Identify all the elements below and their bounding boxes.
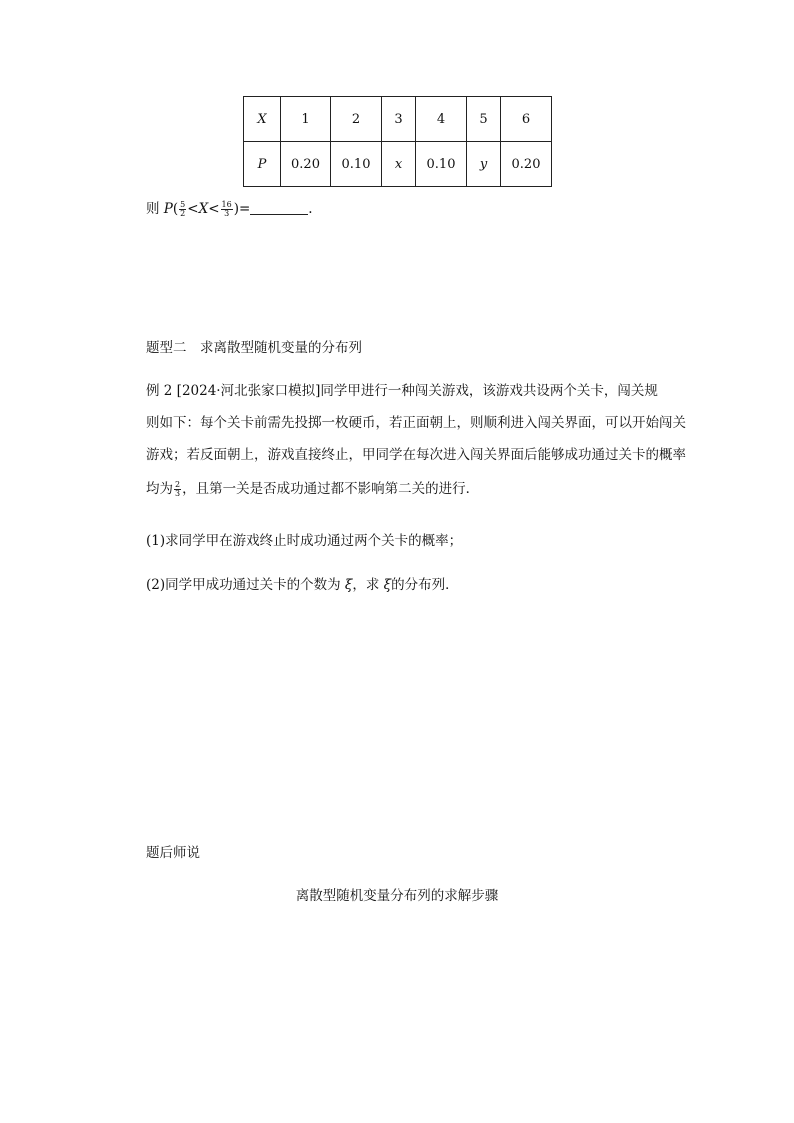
less-than: <: [187, 201, 199, 217]
after-heading: 题后师说: [146, 845, 200, 861]
less-than: <: [208, 201, 220, 217]
probability-question: 则 P( $\frac{5}{2}$ <X< $\frac{16}{3}$ )= .: [146, 200, 313, 218]
example-line-1: 例 2 [2024·河北张家口模拟]同学甲进行一种闯关游戏，该游戏共设两个关卡，闯关规: [146, 383, 658, 399]
xi-symbol: ξ: [383, 577, 392, 593]
table-cell: 1: [281, 97, 331, 142]
sub-question-2: (2)同学甲成功通过关卡的个数为 ξ，求 ξ的分布列．: [146, 577, 459, 593]
example-line-2: 则如下：每个关卡前需先投掷一枚硬币，若正面朝上，则顺利进入闯关界面，可以开始闯关: [146, 415, 686, 431]
fraction-sixteen-thirds: $\frac{16}{3}$: [221, 200, 232, 218]
period: .: [308, 201, 313, 217]
table-header-row: [244, 97, 552, 142]
table-cell: 4: [416, 97, 467, 142]
table-cell: y: [467, 142, 501, 187]
table-cell: x: [382, 142, 416, 187]
after-subheading: 离散型随机变量分布列的求解步骤: [295, 888, 499, 904]
example-line-4: 均为 $\frac{2}{3}$ ，且第一关是否成功通过都不影响第二关的进行．: [146, 480, 480, 498]
fraction-two-thirds: $\frac{2}{3}$: [175, 480, 181, 498]
table-row: [244, 142, 552, 187]
fraction-five-halves: $\frac{5}{2}$: [180, 200, 186, 218]
table-cell: 2: [331, 97, 382, 142]
table-cell: 0.20: [281, 142, 331, 187]
question-prefix: 则: [146, 201, 160, 217]
table-cell: 0.20: [501, 142, 552, 187]
sub-question-1: (1)求同学甲在游戏终止时成功通过两个关卡的概率；: [146, 533, 463, 549]
equals-sign: =: [238, 201, 251, 217]
table-cell: 3: [382, 97, 416, 142]
xi-symbol: ξ: [344, 577, 353, 593]
table-cell: 0.10: [416, 142, 467, 187]
table-cell: 6: [501, 97, 552, 142]
table-cell: 0.10: [331, 142, 382, 187]
p-symbol: P: [163, 201, 173, 217]
x-symbol: X: [198, 201, 209, 217]
answer-blank: [250, 200, 308, 215]
table-cell: 5: [467, 97, 501, 142]
table-cell: X: [244, 97, 281, 142]
example-line-3: 游戏；若反面朝上，游戏直接终止，甲同学在每次进入闯关界面后能够成功通过关卡的概率: [146, 447, 686, 463]
table-cell: P: [244, 142, 281, 187]
distribution-table: [243, 96, 552, 187]
section-title: 题型二 求离散型随机变量的分布列: [146, 340, 362, 356]
